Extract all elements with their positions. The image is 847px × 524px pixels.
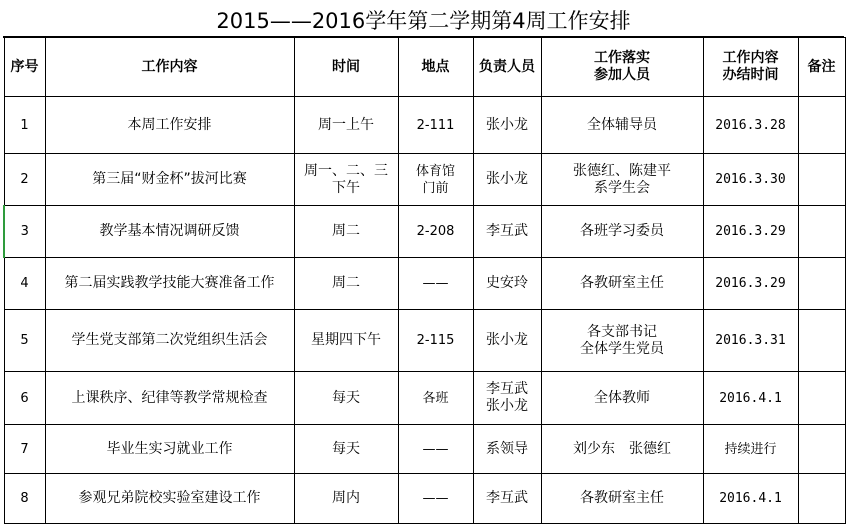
table-row: [4, 154, 845, 206]
participants-line: 张德红、陈建平: [573, 162, 671, 179]
cell-participants: [541, 372, 703, 425]
cell-seq: 4: [4, 258, 45, 310]
cell-person: [473, 97, 541, 154]
cell-time: [294, 154, 398, 206]
cell-time: [294, 372, 398, 425]
cell-content: 第三届“财金杯”拔河比赛: [45, 154, 294, 206]
cell-deadline: 2016.4.1: [703, 474, 798, 524]
cell-seq: 6: [4, 372, 45, 425]
time-line: 下午: [332, 179, 360, 196]
cell-participants: [541, 154, 703, 206]
person-line: 史安玲: [486, 275, 528, 291]
time-line: 周一上午: [318, 116, 374, 133]
person-line: 张小龙: [486, 398, 528, 414]
header-deadline-line1: 工作内容: [722, 50, 779, 66]
place-line: 2-111: [416, 117, 455, 133]
cell-place: [398, 425, 473, 474]
cell-person: [473, 258, 541, 310]
cell-place: [398, 258, 473, 310]
cell-place: [398, 97, 473, 154]
cell-remark: [798, 206, 845, 258]
header-person: 负责人员: [473, 38, 541, 97]
participants-line: 各教研室主任: [580, 275, 664, 291]
header-deadline-line2: 办结时间: [722, 67, 779, 83]
cell-remark: [798, 258, 845, 310]
header-seq: 序号: [4, 38, 45, 97]
cell-participants: [541, 97, 703, 154]
place-line: 2-208: [416, 224, 455, 239]
time-line: 星期四下午: [311, 332, 381, 348]
place-line: 2-115: [416, 333, 455, 348]
place-line: ——: [422, 491, 449, 506]
participants-line: 全体学生党员: [580, 340, 664, 357]
table-row: [4, 206, 845, 258]
cell-deadline: 2016.4.1: [703, 372, 798, 425]
time-line: 周内: [332, 490, 360, 506]
header-place: 地点: [398, 38, 473, 97]
cell-time: [294, 474, 398, 524]
cell-remark: [798, 97, 845, 154]
header-content: 工作内容: [45, 38, 294, 97]
header-time: 时间: [294, 38, 398, 97]
table-row: [4, 258, 845, 310]
header-deadline: [703, 38, 798, 97]
header-participants: [541, 38, 703, 97]
table-row: [4, 425, 845, 474]
place-line: ——: [422, 441, 449, 457]
cell-remark: [798, 310, 845, 372]
cell-place: [398, 372, 473, 425]
cell-place: [398, 310, 473, 372]
header-row: [4, 38, 845, 97]
cell-content: 第二届实践教学技能大赛准备工作: [45, 258, 294, 310]
schedule-table: [3, 37, 846, 524]
cell-time: [294, 206, 398, 258]
cell-remark: [798, 425, 845, 474]
cell-content: 毕业生实习就业工作: [45, 425, 294, 474]
cell-person: [473, 154, 541, 206]
cell-person: [473, 310, 541, 372]
time-line: 周二: [332, 275, 360, 291]
place-line: 体育馆: [415, 163, 455, 179]
cell-participants: [541, 474, 703, 524]
cell-time: [294, 97, 398, 154]
cell-participants: [541, 206, 703, 258]
cell-content: 上课秩序、纪律等教学常规检查: [45, 372, 294, 425]
cell-deadline: 2016.3.29: [703, 258, 798, 310]
cell-place: [398, 206, 473, 258]
cell-content: 教学基本情况调研反馈: [45, 206, 294, 258]
cell-person: [473, 474, 541, 524]
place-line: 各班: [422, 390, 449, 406]
cell-remark: [798, 154, 845, 206]
time-line: 每天: [332, 440, 360, 457]
participants-line: 各支部书记: [587, 323, 657, 340]
cell-deadline: 2016.3.31: [703, 310, 798, 372]
table-row: [4, 474, 845, 524]
time-line: 每天: [332, 389, 360, 406]
table-row: [4, 310, 845, 372]
cell-participants: [541, 425, 703, 474]
person-line: 张小龙: [486, 116, 528, 133]
cell-time: [294, 258, 398, 310]
table-body: [4, 97, 845, 524]
cell-deadline: 2016.3.29: [703, 206, 798, 258]
cell-seq: 2: [4, 154, 45, 206]
person-line: 李互武: [486, 223, 528, 239]
cell-seq: 5: [4, 310, 45, 372]
cell-seq: 3: [4, 206, 45, 258]
cell-person: [473, 206, 541, 258]
cell-seq: 7: [4, 425, 45, 474]
place-line: ——: [422, 276, 449, 291]
time-line: 周一、二、三: [304, 162, 388, 179]
participants-line: 全体辅导员: [587, 116, 657, 133]
place-line: 门前: [422, 180, 449, 196]
cell-content: 本周工作安排: [45, 97, 294, 154]
header-participants-line2: 参加人员: [594, 67, 650, 83]
cell-deadline: 持续进行: [703, 425, 798, 474]
cell-place: [398, 474, 473, 524]
person-line: 系领导: [486, 440, 528, 457]
cell-participants: [541, 258, 703, 310]
cell-person: [473, 372, 541, 425]
cell-participants: [541, 310, 703, 372]
participants-line: 系学生会: [594, 179, 650, 196]
cell-remark: [798, 474, 845, 524]
participants-line: 各教研室主任: [580, 490, 664, 506]
person-line: 张小龙: [486, 332, 528, 348]
person-line: 李互武: [486, 381, 528, 397]
cell-seq: 8: [4, 474, 45, 524]
table-row: [4, 372, 845, 425]
header-participants-line1: 工作落实: [594, 50, 650, 66]
header-remark: 备注: [798, 38, 845, 97]
participants-line: 全体教师: [594, 389, 650, 406]
participants-line: 各班学习委员: [580, 223, 664, 239]
table-row: [4, 97, 845, 154]
page-title: 2015——2016学年第二学期第4周工作安排: [3, 3, 844, 38]
cell-deadline: 2016.3.30: [703, 154, 798, 206]
time-line: 周二: [332, 223, 360, 239]
person-line: 李互武: [486, 490, 528, 506]
participants-line: 刘少东 张德红: [573, 440, 671, 457]
cell-remark: [798, 372, 845, 425]
cell-seq: 1: [4, 97, 45, 154]
cell-content: 参观兄弟院校实验室建设工作: [45, 474, 294, 524]
cell-time: [294, 425, 398, 474]
cell-time: [294, 310, 398, 372]
cell-deadline: 2016.3.28: [703, 97, 798, 154]
cell-content: 学生党支部第二次党组织生活会: [45, 310, 294, 372]
person-line: 张小龙: [486, 171, 528, 187]
cell-place: [398, 154, 473, 206]
cell-person: [473, 425, 541, 474]
